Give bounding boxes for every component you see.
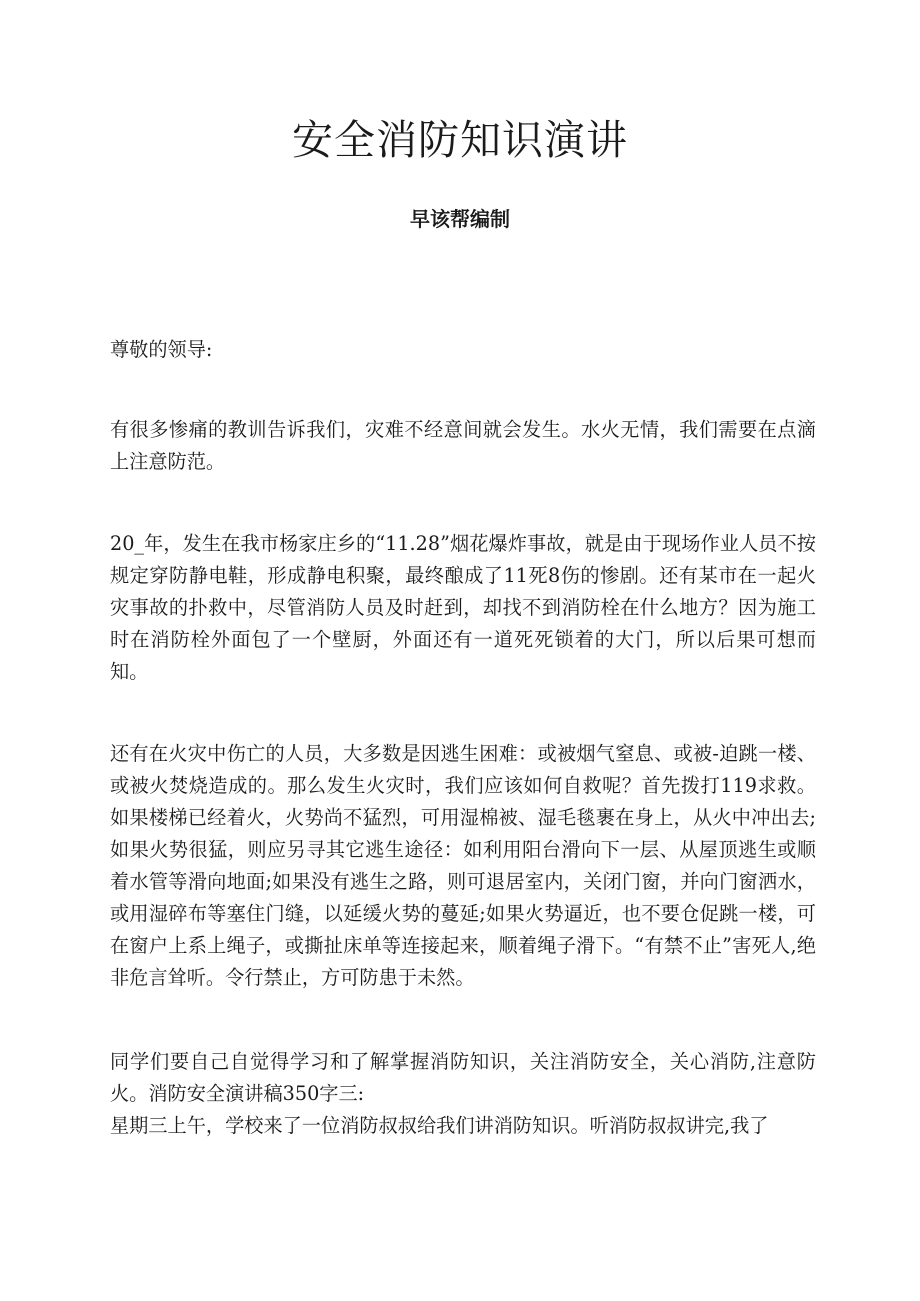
paragraph-3: 还有在火灾中伤亡的人员，大多数是因逃生困难：或被烟气窒息、或被-迫跳一楼、或被火焚烧造成的。那么发生火灾时，我们应该如何自救呢？首先拨打119求救。如果楼梯已经着火，火势尚不猛烈，可用湿棉被、湿毛毯裹在身上，从火中冲出去;如果火势很猛，则应另寻其它逃生途径：如利用阳台滑向下一层、从屋顶逃生或顺着水管等滑向地面;如果没有逃生之路，则可退居室内，关闭门窗，并向门窗洒水，或用湿碎布等塞住门缝，以延缓火势的蔓延;如果火势逼近，也不要仓促跳一楼，可在窗户上系上绳子，或撕扯床单等连接起来，顺着绳子滑下。“有禁不止”害死人,绝非危言耸听。令行禁止，方可防患于未然。	[110, 742, 816, 989]
greeting: 尊敬的领导:	[110, 338, 213, 361]
paragraph-2: 20_年，发生在我市杨家庄乡的“11.28”烟花爆炸事故，就是由于现场作业人员不按规定穿防静电鞋，形成静电积聚，最终酿成了11死8伤的惨剧。还有某市在一起火灾事故的扑救中，尽管消防人员及时赶到，却找不到消防栓在什么地方？因为施工时在消防栓外面包了一个壁厨，外面还有一道死死锁着的大门，所以后果可想而知。	[110, 532, 816, 683]
document-title: 安全消防知识演讲	[292, 116, 628, 164]
paragraph-5: 星期三上午，学校来了一位消防叔叔给我们讲消防知识。听消防叔叔讲完,我了	[110, 1114, 769, 1137]
paragraph-4: 同学们要自己自觉得学习和了解掌握消防知识，关注消防安全，关心消防,注意防火。消防安全演讲稿350字三:	[110, 1050, 816, 1105]
document-byline: 早该帮编制	[410, 207, 510, 231]
paragraph-1: 有很多惨痛的教训告诉我们，灾难不经意间就会发生。水火无情，我们需要在点滴上注意防范。	[110, 418, 816, 473]
